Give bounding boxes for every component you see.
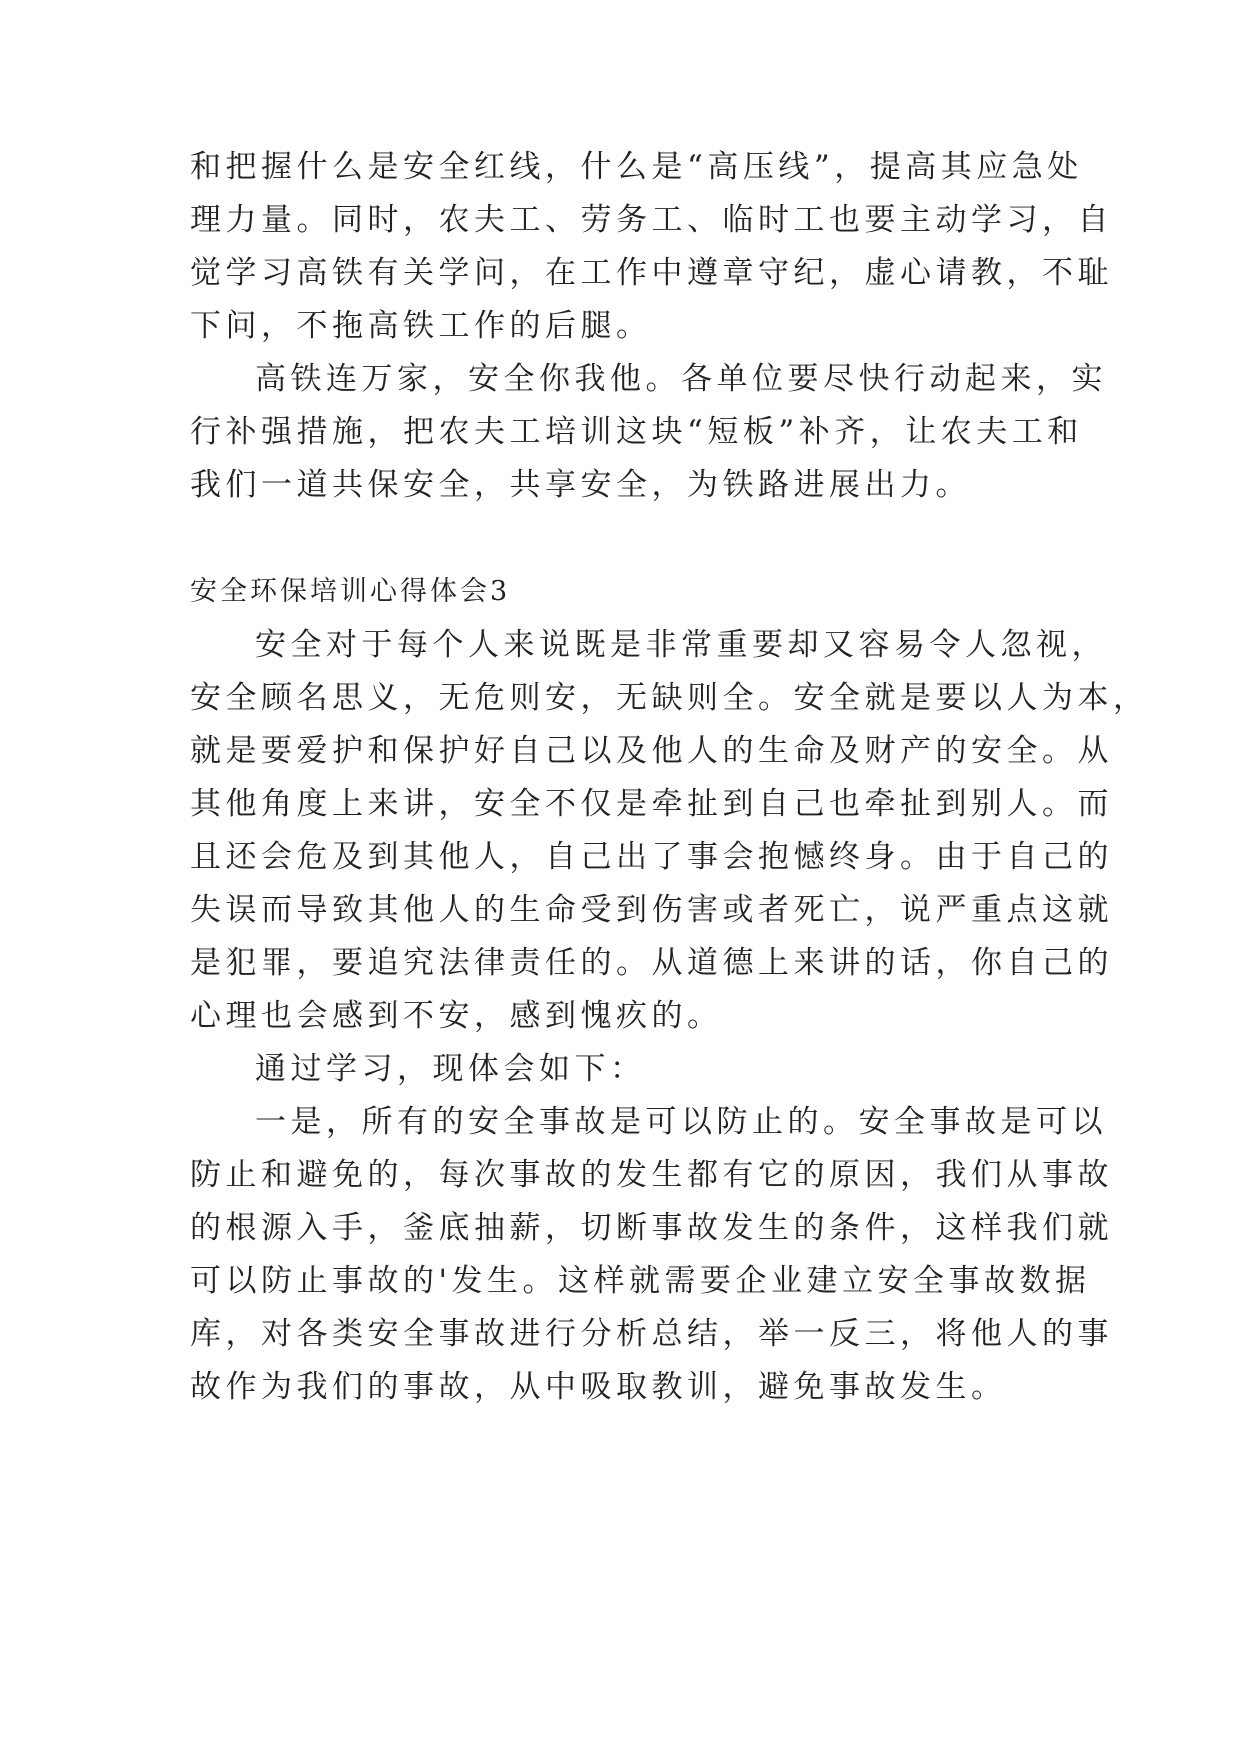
body-text-line: 和把握什么是安全红线，什么是“高压线”，提高其应急处 [190,149,1083,185]
body-text-line: 且还会危及到其他人，自己出了事会抱憾终身。由于自己的 [190,839,1113,875]
body-text-line: 安全顾名思义，无危则安，无缺则全。安全就是要以人为本， [190,680,1149,716]
body-text-line: 理力量。同时，农夫工、劳务工、临时工也要主动学习，自 [190,202,1113,238]
paragraph-first-line: 通过学习，现体会如下： [255,1051,646,1087]
paragraph-first-line: 一是，所有的安全事故是可以防止的。安全事故是可以 [255,1104,1107,1140]
body-text-line: 库，对各类安全事故进行分析总结，举一反三，将他人的事 [190,1316,1113,1352]
body-text-line: 故作为我们的事故，从中吸取教训，避免事故发生。 [190,1369,1007,1405]
body-text-line: 是犯罪，要追究法律责任的。从道德上来讲的话，你自己的 [190,945,1113,981]
body-text-line: 防止和避免的，每次事故的发生都有它的原因，我们从事故 [190,1157,1113,1193]
body-text-line: 失误而导致其他人的生命受到伤害或者死亡，说严重点这就 [190,892,1113,928]
body-text-line: 可以防止事故的'发生。这样就需要企业建立安全事故数据 [190,1263,1091,1299]
body-text-line: 心理也会感到不安，感到愧疚的。 [190,998,723,1034]
body-text-line: 行补强措施，把农夫工培训这块“短板”补齐，让农夫工和 [190,414,1083,450]
body-text-line: 的根源入手，釜底抽薪，切断事故发生的条件，这样我们就 [190,1210,1113,1246]
paragraph-first-line: 高铁连万家，安全你我他。各单位要尽快行动起来，实 [255,361,1107,397]
body-text-line: 下问，不拖高铁工作的后腿。 [190,308,652,344]
section-heading: 安全环保培训心得体会3 [190,576,511,607]
body-text-line: 觉学习高铁有关学问，在工作中遵章守纪，虚心请教，不耻 [190,255,1113,291]
body-text-line: 我们一道共保安全，共享安全，为铁路进展出力。 [190,467,971,503]
paragraph-first-line: 安全对于每个人来说既是非常重要却又容易令人忽视， [255,627,1107,663]
body-text-line: 其他角度上来讲，安全不仅是牵扯到自己也牵扯到别人。而 [190,786,1113,822]
body-text-line: 就是要爱护和保护好自己以及他人的生命及财产的安全。从 [190,733,1113,769]
